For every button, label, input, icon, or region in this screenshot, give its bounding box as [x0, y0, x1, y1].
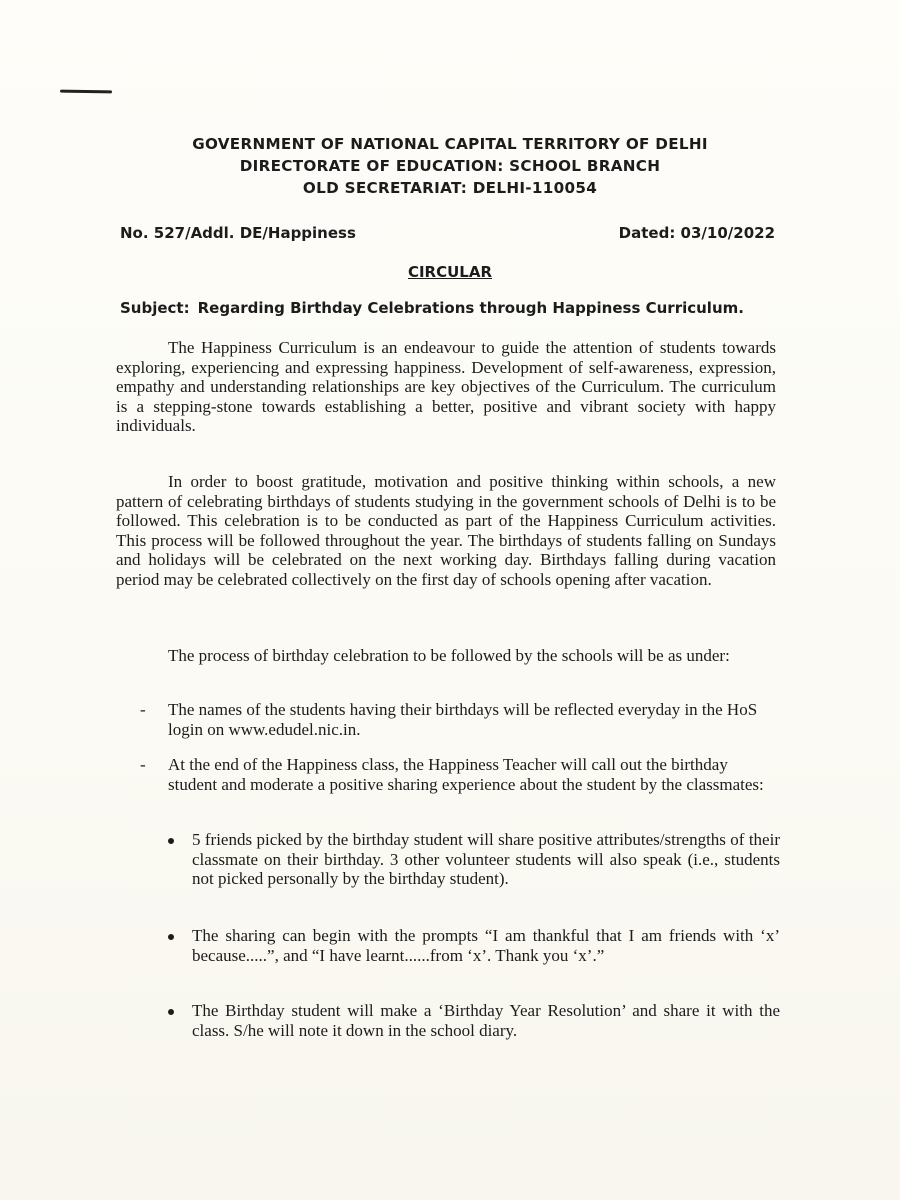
circular-number: No. 527/Addl. DE/Happiness: [120, 224, 356, 242]
list-item-bullet: [168, 926, 780, 965]
list-item-text: The sharing can begin with the prompts “I am thankful that I am friends with ‘x’ because.....”, and “I have learnt......from ‘x’. Thank you ‘x’.”: [192, 926, 780, 965]
letterhead: [0, 133, 900, 199]
list-item-bullet: [168, 830, 780, 889]
bullet-icon: [168, 838, 174, 844]
subject-label: Subject:: [120, 299, 190, 317]
bullet-icon: [168, 934, 174, 940]
list-item-bullet: [168, 1001, 780, 1040]
list-item-text: The Birthday student will make a ‘Birthday Year Resolution’ and share it with the class. S/he will note it down in the school diary.: [192, 1001, 780, 1040]
paragraph-process-intro: The process of birthday celebration to be followed by the schools will be as under:: [168, 646, 730, 665]
subject-text: Regarding Birthday Celebrations through Happiness Curriculum.: [197, 299, 744, 317]
reference-row: [120, 224, 775, 242]
bullet-icon: [168, 1009, 174, 1015]
scan-pen-mark: [60, 90, 112, 94]
list-item-dash: [140, 755, 780, 794]
list-item-text: The names of the students having their birthdays will be reflected everyday in the HoS login on www.edudel.nic.in.: [168, 700, 758, 739]
list-item-text: At the end of the Happiness class, the Happiness Teacher will call out the birthday student and moderate a positive sharing experience about the student by the classmates:: [168, 755, 764, 794]
list-item-text: 5 friends picked by the birthday student will share positive attributes/strengths of their classmate on their birthday. 3 other volunteer students will also speak (i.e., students not picked personally by the birthday student).: [192, 830, 780, 888]
dash-marker: -: [140, 700, 146, 719]
subject-line: [120, 299, 800, 317]
letterhead-line-address: OLD SECRETARIAT: DELHI-110054: [302, 179, 598, 197]
letterhead-line-government: GOVERNMENT OF NATIONAL CAPITAL TERRITORY OF DELHI: [192, 135, 708, 153]
document-title: CIRCULAR: [407, 263, 493, 281]
circular-date: Dated: 03/10/2022: [618, 224, 775, 242]
paragraph-purpose: In order to boost gratitude, motivation and positive thinking within schools, a new pattern of celebrating birthdays of students studying in the government schools of Delhi is to be followed. This celebration is to be conducted as part of the Happiness Curriculum activities. This process will be followed throughout the year. The birthdays of students falling on Sundays and holidays will be celebrated on the next working day. Birthdays falling during vacation period may be celebrated collectively on the first day of schools opening after vacation.: [116, 472, 776, 589]
list-item-dash: [140, 700, 780, 739]
dash-marker: -: [140, 755, 146, 774]
paragraph-intro: The Happiness Curriculum is an endeavour to guide the attention of students towards exploring, experiencing and expressing happiness. Development of self-awareness, expression, empathy and understanding relationships are key objectives of the Curriculum. The curriculum is a stepping-stone towards establishing a better, positive and vibrant society with happy individuals.: [116, 338, 776, 435]
letterhead-line-directorate: DIRECTORATE OF EDUCATION: SCHOOL BRANCH: [239, 157, 661, 175]
